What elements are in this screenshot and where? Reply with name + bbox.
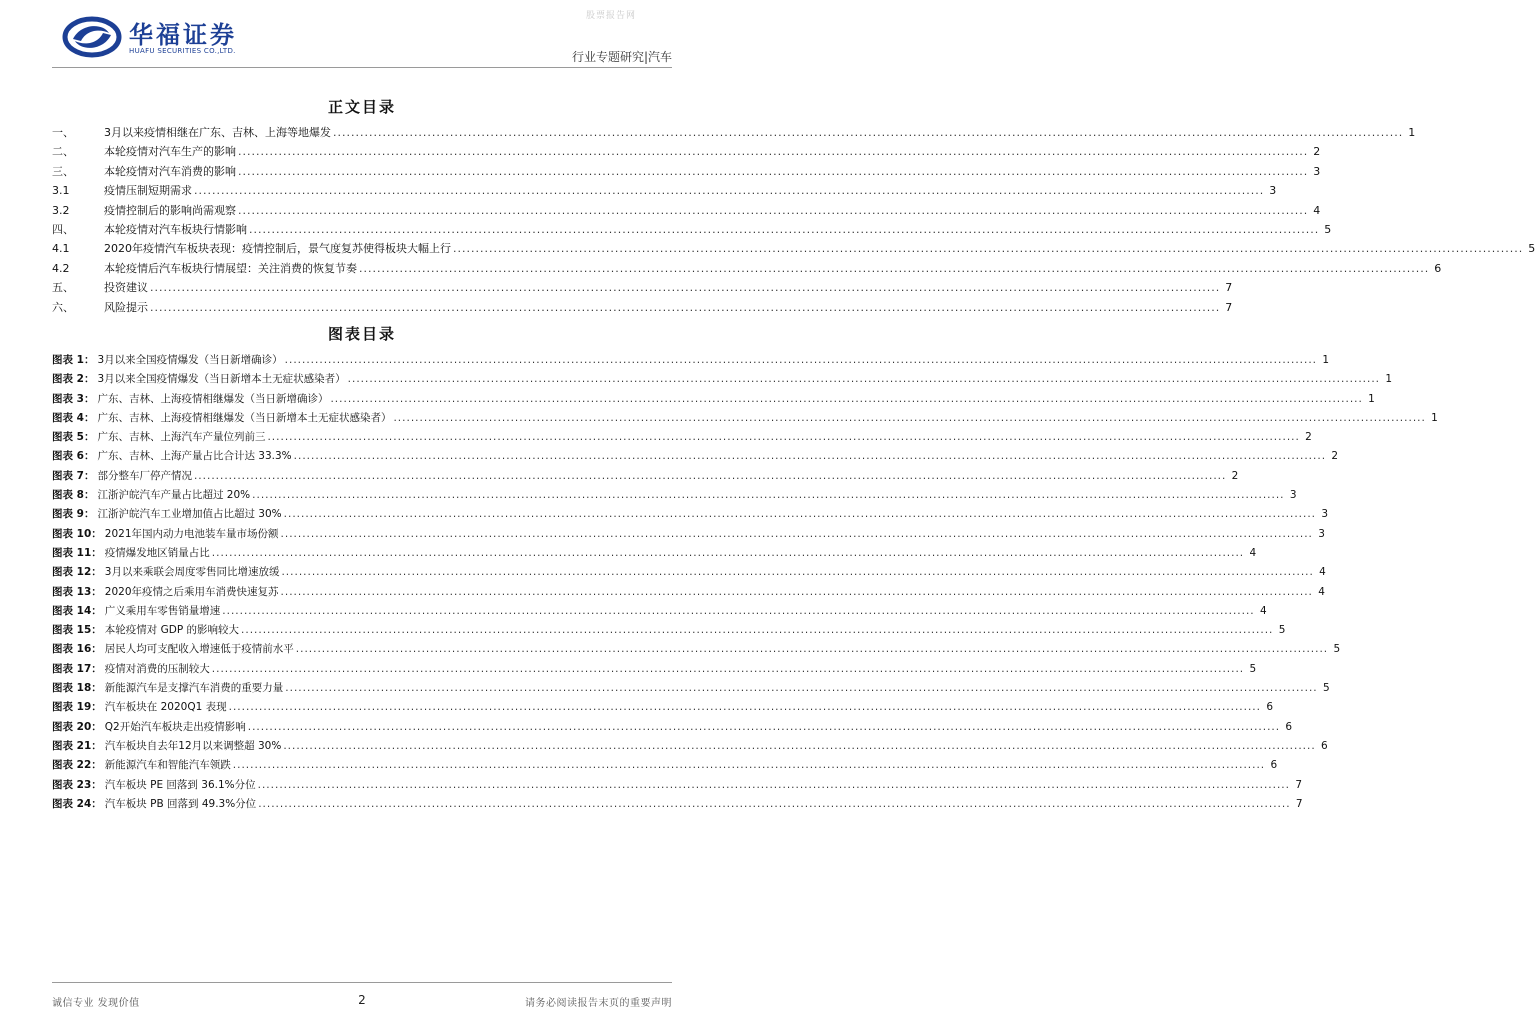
figure-entry-page: 6 xyxy=(1266,701,1273,714)
figure-leader-dots xyxy=(285,682,1317,694)
figure-list xyxy=(52,352,1438,815)
figure-entry-title: 广东、吉林、上海疫情相继爆发（当日新增确诊） xyxy=(97,392,329,405)
figure-entry-title: 汽车板块 PE 回落到 36.1%分位 xyxy=(104,778,256,791)
figure-entry-label: 图表 17： xyxy=(52,662,102,675)
toc-entry-number: 4.1 xyxy=(52,242,70,256)
figure-entry-title: 部分整车厂停产情况 xyxy=(97,469,192,482)
figure-entry[interactable] xyxy=(52,448,1339,467)
figure-leader-dots xyxy=(229,701,1261,713)
figure-entry-text xyxy=(52,719,246,734)
figure-entry-label: 图表 24： xyxy=(52,797,102,810)
figure-leader-dots xyxy=(348,373,1380,385)
figure-entry-page: 7 xyxy=(1295,778,1302,791)
toc-entry-page: 3 xyxy=(1269,184,1277,198)
figure-entry-label: 图表 12： xyxy=(52,566,102,579)
figure-entry-page: 6 xyxy=(1285,720,1293,733)
toc-entry-number: 一、 xyxy=(52,126,74,139)
figure-entry-text xyxy=(52,391,328,406)
toc-entry-page: 7 xyxy=(1225,281,1233,295)
figure-leader-dots xyxy=(284,508,1316,520)
toc-leader-dots xyxy=(150,301,1220,314)
toc-leader-dots xyxy=(359,262,1429,275)
figure-entry[interactable] xyxy=(52,661,1257,680)
company-logo xyxy=(63,15,263,59)
figure-entry-text xyxy=(52,603,220,618)
header-divider xyxy=(52,67,672,68)
toc-entry[interactable] xyxy=(52,182,1277,201)
figure-entry[interactable] xyxy=(52,352,1330,371)
figure-entry-label: 图表 19： xyxy=(52,701,102,714)
figure-entry-title: 疫情对消费的压制较大 xyxy=(104,662,210,675)
logo-chinese-name: 华福证券 xyxy=(129,20,237,49)
figure-entry-title: 广东、吉林、上海疫情相继爆发（当日新增本土无症状感染者） xyxy=(97,411,392,424)
figure-entry-label: 图表 15： xyxy=(52,624,102,637)
figure-entry-text xyxy=(52,699,227,714)
toc-entry-title: 本轮疫情后汽车板块行情展望：关注消费的恢复节奏 xyxy=(104,261,357,275)
figure-entry-text xyxy=(52,410,391,425)
figure-entry-page: 1 xyxy=(1322,354,1330,366)
figure-entry-text xyxy=(52,757,231,772)
figure-entry-page: 3 xyxy=(1289,489,1297,502)
figure-entry-page: 6 xyxy=(1321,739,1328,752)
figure-entry[interactable] xyxy=(52,371,1393,390)
toc-entry-title: 疫情压制短期需求 xyxy=(104,184,192,198)
figure-leader-dots xyxy=(241,624,1273,636)
figure-entry-text xyxy=(52,352,283,367)
figure-entry-text xyxy=(52,564,279,579)
figure-leader-dots xyxy=(281,566,1313,578)
toc-leader-dots xyxy=(238,145,1308,158)
figure-entry-label: 图表 23： xyxy=(52,778,102,791)
toc-entry-number: 3.2 xyxy=(52,203,70,217)
figure-entry-title: 3月以来全国疫情爆发（当日新增本土无症状感染者） xyxy=(97,373,346,386)
toc-entry-number: 四、 xyxy=(52,222,74,236)
figure-entry-text xyxy=(52,487,250,502)
figure-entry-page: 4 xyxy=(1249,546,1257,559)
figure-leader-dots xyxy=(281,586,1313,598)
toc-entry-title: 2020年疫情汽车板块表现：疫情控制后，景气度复苏使得板块大幅上行 xyxy=(104,242,451,256)
figure-entry-page: 5 xyxy=(1278,624,1286,637)
figure-entry-page: 1 xyxy=(1368,392,1375,405)
figure-entry-text xyxy=(52,796,256,811)
toc-entry-number: 三、 xyxy=(52,164,74,178)
figure-entry-title: 本轮疫情对 GDP 的影响较大 xyxy=(104,624,240,637)
figure-entry-title: 江浙沪皖汽车工业增加值占比超过 30% xyxy=(97,508,282,521)
logo-emblem-icon xyxy=(63,17,121,57)
toc-entry[interactable] xyxy=(52,163,1321,182)
figures-heading: 图表目录 xyxy=(327,325,396,343)
figure-leader-dots xyxy=(294,450,1326,462)
figure-entry-label: 图表 18： xyxy=(52,682,102,695)
toc-entry-page: 2 xyxy=(1313,145,1321,159)
figure-leader-dots xyxy=(296,643,1328,655)
toc-leader-dots xyxy=(333,126,1403,139)
figure-entry[interactable] xyxy=(52,487,1297,506)
figure-entry[interactable] xyxy=(52,545,1257,564)
figure-entry-label: 图表 9： xyxy=(52,508,95,521)
figure-leader-dots xyxy=(393,412,1425,424)
toc-entry[interactable] xyxy=(52,260,1442,279)
figure-entry-page: 6 xyxy=(1270,759,1278,772)
figure-entry-label: 图表 2： xyxy=(52,373,95,386)
figure-entry-label: 图表 7： xyxy=(52,469,95,482)
figure-leader-dots xyxy=(194,470,1226,482)
toc-entry-title: 本轮疫情对汽车消费的影响 xyxy=(104,164,236,178)
figure-entry-text xyxy=(52,448,292,463)
toc-entry-page: 5 xyxy=(1324,222,1332,236)
toc-entry-title: 3月以来疫情相继在广东、吉林、上海等地爆发 xyxy=(104,126,331,139)
figure-leader-dots xyxy=(212,547,1244,559)
toc-entry-number: 二、 xyxy=(52,145,74,159)
figure-entry-page: 3 xyxy=(1318,527,1325,540)
toc-entry[interactable] xyxy=(52,240,1535,259)
toc-entry-title: 投资建议 xyxy=(104,281,148,295)
figure-entry[interactable] xyxy=(52,796,1303,815)
figure-leader-dots xyxy=(283,740,1315,752)
footer-disclaimer: 请务必阅读报告末页的重要声明 xyxy=(525,998,672,1009)
toc-entry-page: 5 xyxy=(1528,242,1535,256)
toc-leader-dots xyxy=(238,204,1308,217)
figure-entry-title: 2020年疫情之后乘用车消费快速复苏 xyxy=(104,585,279,598)
toc-entry[interactable] xyxy=(52,124,1416,143)
figure-entry-title: Q2开始汽车板块走出疫情影响 xyxy=(104,720,246,733)
figure-entry-label: 图表 5： xyxy=(52,431,95,444)
figure-entry-label: 图表 1： xyxy=(52,354,95,366)
figure-entry-text xyxy=(52,622,239,637)
toc-entry-title: 风险提示 xyxy=(104,300,148,314)
figure-entry-label: 图表 22： xyxy=(52,759,102,772)
figure-leader-dots xyxy=(222,605,1254,617)
toc-entry-title: 本轮疫情对汽车生产的影响 xyxy=(104,145,236,159)
figure-leader-dots xyxy=(252,489,1284,501)
toc-entry-number: 4.2 xyxy=(52,261,70,275)
figure-entry-text xyxy=(52,661,210,676)
footer-slogan: 诚信专业 发现价值 xyxy=(52,998,140,1009)
toc-leader-dots xyxy=(249,223,1319,236)
toc-leader-dots xyxy=(150,281,1220,294)
figure-entry[interactable] xyxy=(52,641,1341,660)
toc-entry-title: 疫情控制后的影响尚需观察 xyxy=(104,203,236,217)
figure-entry-title: 2021年国内动力电池装车量市场份额 xyxy=(104,527,279,540)
figure-entry[interactable] xyxy=(52,719,1293,738)
figure-entry-text xyxy=(52,429,265,444)
figure-entry[interactable] xyxy=(52,564,1326,583)
figure-entry-page: 2 xyxy=(1331,450,1339,463)
figure-entry-title: 汽车板块自去年12月以来调整超 30% xyxy=(104,739,282,752)
figure-leader-dots xyxy=(281,528,1313,540)
figure-entry-page: 2 xyxy=(1231,469,1239,482)
figure-entry-label: 图表 11： xyxy=(52,546,102,559)
toc-entry-number: 3.1 xyxy=(52,184,70,198)
figure-entry-text xyxy=(52,641,294,656)
figure-entry[interactable] xyxy=(52,603,1267,622)
figure-entry-label: 图表 21： xyxy=(52,739,102,752)
figure-entry-label: 图表 14： xyxy=(52,604,102,617)
figure-entry-title: 3月以来全国疫情爆发（当日新增确诊） xyxy=(97,354,283,366)
figure-leader-dots xyxy=(285,354,1317,366)
figure-entry-text xyxy=(52,526,279,541)
figure-entry-title: 广东、吉林、上海产量占比合计达 33.3% xyxy=(97,450,292,463)
figure-leader-dots xyxy=(330,393,1362,405)
figure-entry-label: 图表 20： xyxy=(52,720,102,733)
figure-entry[interactable] xyxy=(52,410,1438,429)
page-number: 2 xyxy=(358,993,366,1007)
figure-leader-dots xyxy=(267,431,1299,443)
figure-entry-page: 4 xyxy=(1259,604,1267,617)
figure-entry-label: 图表 13： xyxy=(52,585,102,598)
figure-entry-text xyxy=(52,680,283,695)
figure-entry-label: 图表 6： xyxy=(52,450,95,463)
figure-entry-page: 4 xyxy=(1318,585,1325,598)
figure-entry-page: 1 xyxy=(1385,373,1393,386)
toc-entry-page: 4 xyxy=(1313,203,1321,217)
figure-entry-page: 5 xyxy=(1322,682,1330,695)
toc-entry[interactable] xyxy=(52,143,1321,162)
figure-entry-label: 图表 4： xyxy=(52,411,95,424)
figure-entry-label: 图表 10： xyxy=(52,527,102,540)
figure-entry-text xyxy=(52,545,210,560)
figure-entry-page: 3 xyxy=(1321,508,1329,521)
figure-entry-title: 广义乘用车零售销量增速 xyxy=(104,604,221,617)
logo-english-name: HUAFU SECURITIES CO.,LTD. xyxy=(129,47,236,55)
figure-entry[interactable] xyxy=(52,584,1325,603)
figure-entry-page: 5 xyxy=(1249,662,1257,675)
figure-entry-page: 5 xyxy=(1333,643,1341,656)
watermark: 股票报告网 xyxy=(585,11,636,21)
toc-entry[interactable] xyxy=(52,221,1332,240)
figure-leader-dots xyxy=(258,798,1290,810)
toc-entry-page: 1 xyxy=(1408,126,1416,139)
figure-entry-text xyxy=(52,738,281,753)
figure-entry-text xyxy=(52,777,256,792)
figure-entry[interactable] xyxy=(52,680,1330,699)
toc-entry[interactable] xyxy=(52,279,1233,298)
figure-entry[interactable] xyxy=(52,526,1325,545)
toc-leader-dots xyxy=(453,242,1523,255)
figure-entry-title: 新能源汽车和智能汽车领跌 xyxy=(104,759,231,772)
figure-entry-title: 汽车板块 PB 回落到 49.3%分位 xyxy=(104,797,257,810)
figure-leader-dots xyxy=(258,779,1290,791)
figure-leader-dots xyxy=(248,721,1280,733)
figure-entry-title: 3月以来乘联会周度零售同比增速放缓 xyxy=(104,566,280,579)
toc-entry-number: 六、 xyxy=(52,300,74,314)
figure-entry-page: 7 xyxy=(1295,797,1303,810)
figure-leader-dots xyxy=(233,759,1265,771)
table-of-contents xyxy=(52,124,1535,318)
figure-entry-page: 4 xyxy=(1319,566,1326,579)
figure-entry-label: 图表 3： xyxy=(52,392,95,405)
figure-leader-dots xyxy=(212,663,1244,675)
figure-entry-title: 广东、吉林、上海汽车产量位列前三 xyxy=(97,431,266,444)
figure-entry[interactable] xyxy=(52,699,1273,718)
toc-entry-page: 6 xyxy=(1434,261,1442,275)
figure-entry-page: 1 xyxy=(1431,411,1438,424)
toc-leader-dots xyxy=(238,165,1308,178)
figure-entry[interactable] xyxy=(52,468,1239,487)
report-category: 行业专题研究|汽车 xyxy=(571,50,672,64)
toc-entry-page: 7 xyxy=(1225,300,1233,314)
figure-entry-text xyxy=(52,371,346,386)
toc-entry-number: 五、 xyxy=(52,281,74,295)
figure-entry-text xyxy=(52,506,282,521)
figure-entry[interactable] xyxy=(52,506,1329,525)
figure-entry-title: 新能源汽车是支撑汽车消费的重要力量 xyxy=(104,682,284,695)
figure-entry-label: 图表 8： xyxy=(52,489,95,502)
figure-entry-title: 汽车板块在 2020Q1 表现 xyxy=(104,701,227,714)
figure-entry-text xyxy=(52,468,192,483)
figure-entry[interactable] xyxy=(52,622,1286,641)
figure-entry-title: 疫情爆发地区销量占比 xyxy=(104,546,210,559)
figure-entry[interactable] xyxy=(52,777,1302,796)
toc-leader-dots xyxy=(194,184,1264,197)
figure-entry-title: 江浙沪皖汽车产量占比超过 20% xyxy=(97,489,251,502)
figure-entry[interactable] xyxy=(52,738,1328,757)
toc-entry[interactable] xyxy=(52,299,1233,318)
toc-entry-page: 3 xyxy=(1313,164,1321,178)
figure-entry[interactable] xyxy=(52,429,1312,448)
toc-heading: 正文目录 xyxy=(327,98,396,116)
figure-entry-text xyxy=(52,584,279,599)
figure-entry-title: 居民人均可支配收入增速低于疫情前水平 xyxy=(104,643,294,656)
figure-entry-label: 图表 16： xyxy=(52,643,102,656)
toc-entry[interactable] xyxy=(52,202,1321,221)
figure-entry-page: 2 xyxy=(1305,431,1312,444)
footer-divider xyxy=(52,982,672,983)
figure-entry[interactable] xyxy=(52,757,1278,776)
toc-entry-title: 本轮疫情对汽车板块行情影响 xyxy=(104,222,247,236)
figure-entry[interactable] xyxy=(52,391,1375,410)
